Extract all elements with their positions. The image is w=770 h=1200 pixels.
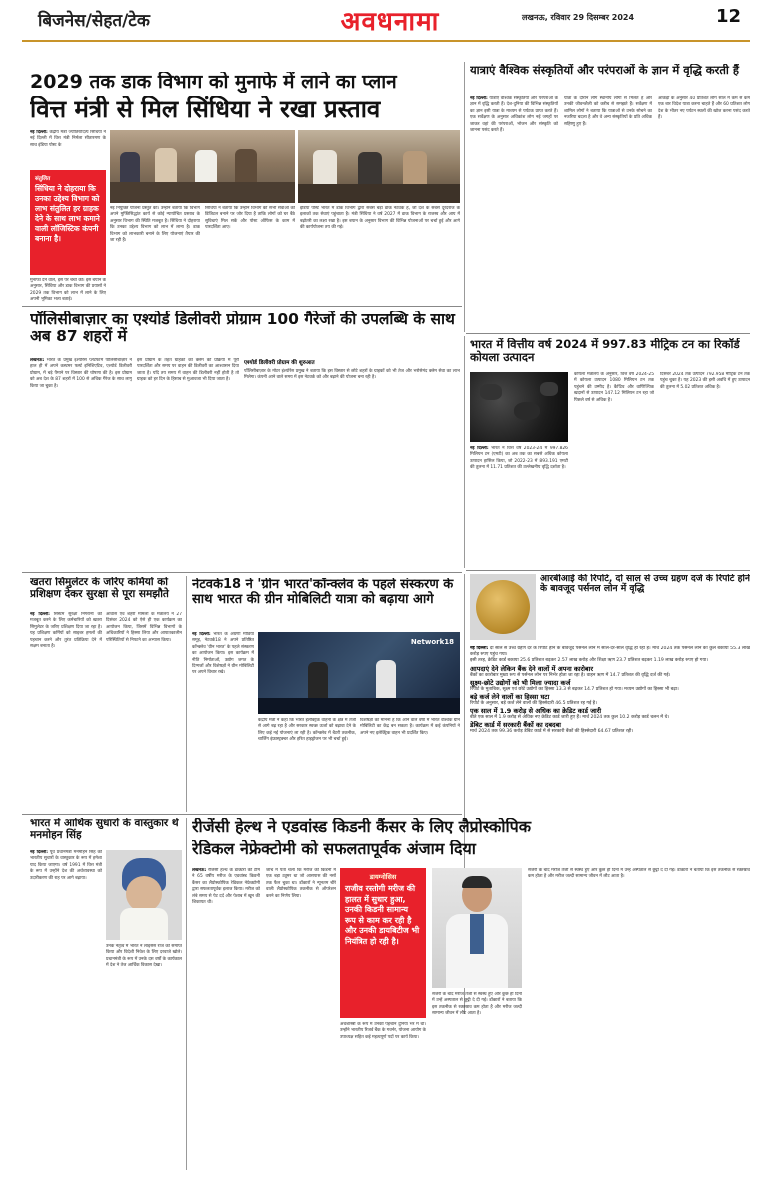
dateline: नई दिल्ली:	[470, 96, 488, 101]
post-col-4	[300, 206, 460, 304]
manmohan-col-2	[106, 944, 182, 1170]
body-text: जांच में पता चला कि मरीज की किडनी में एक बड़ा ट्यूमर था जो आसपास की नसों तक फैल चुका था। डॉक्टरों ने न्यूनतम चीरे वाली लैप्रोस्कोपिक तकनीक से ऑपरेशन करने का निर्णय लिया।	[266, 868, 336, 899]
policybazaar-headline: पॉलिसीबाज़ार का एश्योर्ड डिलीवरी प्रोग्राम 100 गैरेजों की उपलब्धि के साथ अब 87 शहरों में	[30, 311, 455, 346]
body-text: बीते एक साल में 1.9 करोड़ से अधिक नए क्रेडिट कार्ड जारी हुए हैं। मार्च 2024 तक कुल 10.2 करोड़ कार्ड चलन में थे।	[470, 715, 670, 721]
body-text: पॉलिसीबाज़ार के मोटर इंश्योरेंस प्रमुख ने बताया कि इस विस्तार से छोटे शहरों के ग्राहकों को भी तेज और भरोसेमंद क्लेम सेवा का लाभ मिलेगा। कंपनी आने वाले समय में इस नेटवर्क को और बढ़ाने की योजना बना रही है।	[244, 369, 460, 381]
post-col-2	[110, 206, 200, 304]
subhead: एश्योर्ड डिलीवरी प्रोग्राम की शुरुआत	[244, 360, 315, 366]
section-rule	[466, 333, 750, 334]
dateline: लखनऊ:	[192, 868, 207, 873]
post-photo	[110, 130, 295, 203]
dateline: लखनऊ:	[30, 358, 45, 363]
green-col-1	[192, 632, 254, 810]
logo-text: अवधनामा	[340, 7, 440, 37]
section-rule	[22, 306, 462, 307]
body-text: अर्थशास्त्री के रूप में उनकी पहचान दुनिया भर में थी। उन्होंने भारतीय रिजर्व बैंक के गवर्नर, योजना आयोग के उपाध्यक्ष सहित कई महत्वपूर्ण पदों पर कार्य किया।	[340, 1022, 426, 1040]
body-text: नई नियुक्ति योजना प्रस्तुत की। उन्होंने बताया कि विभाग अपने मुफ्तिसिद्धांत कार्य से कोई न्यायोचित प्रस्ताव के अनुसार विभाग की स्थिति मजबूत है। सिंधिया ने दोहराया कि उनका उद्देश्य विभाग को लाभ में लाना है। डाक विभाग को लाभकारी बनाने के लिए योजनाएं तैयार की जा रही हैं।	[110, 206, 200, 244]
box-quote-text: राजीव रस्तोगी मरीज की हालत में सुधार हुआ, उनकी किडनी सामान्य रूप से काम कर रही है और उनकी डायबिटीज भी नियंत्रित हो रही है।	[345, 884, 420, 946]
regency-col-2	[266, 868, 336, 1170]
column-rule	[464, 62, 465, 332]
body-text: सिंधिया ने बताया कि उन्होंने विभाग की सभी सेवाओं को डिजिटल बनाने पर जोर दिया है ताकि लोगों को घर बैठे सुविधाएं मिल सकें और पोस्ट ऑफिस के काम में पारदर्शिता आए।	[205, 206, 295, 231]
cyber-col-2	[106, 612, 182, 812]
body-text: दो साल से उच्च ग्रहण दर के रिपोर्ट होने के बावजूद पर्सनल लोन में साल-दर-साल वृद्धि हो रही है। मार्च 2024 तक पर्सनल लोन का कुल बकाया 55.3 लाख करोड़ रुपए पहुंच गया।	[470, 646, 750, 658]
body-text: भारत ने वित्त वर्ष 2023-24 में 997.826 मिलियन टन (एमटी) का अब तक का सबसे अधिक कोयला उत्पादन हासिल किया, जो 2022-23 में 893.191 एमटी की तुलना में 11.71 प्रतिशत की उल्लेखनीय वृद्धि दर्शाता है।	[470, 446, 568, 471]
body-text: रिपोर्ट के अनुसार, बड़े कर्ज लेने वालों की हिस्सेदारी 46.5 प्रतिशत रह गई है।	[470, 701, 597, 707]
green-photo	[258, 632, 460, 714]
regency-col-4	[432, 992, 522, 1170]
body-text: कोयला मंत्रालय के अनुसार, वित्त वर्ष 2024-25 में कोयला उत्पादन 1080 मिलियन टन तक पहुंचने की उम्मीद है। कैप्टिव और वाणिज्यिक खदानों से उत्पादन 147.12 मिलियन टन रहा जो पिछले वर्ष से अधिक है।	[574, 372, 654, 403]
subhead: बड़े कर्ज लेने वालों का हिस्सा घटा	[470, 693, 550, 702]
dateline: नई दिल्ली:	[192, 632, 211, 637]
rbi-coin-photo	[470, 574, 536, 640]
subhead: सूक्ष्म-छोटे उद्योगों को भी मिला ज्यादा कर्ज	[470, 678, 571, 687]
culture-col-1	[470, 96, 558, 328]
section-label	[38, 8, 208, 32]
post-pull-quote	[30, 170, 106, 275]
body-text: दिसंबर 2024 तक उत्पादन 792.958 मीट्रिक टन तक पहुंच चुका है। यह 2023 की इसी अवधि में हुए उत्पादन की तुलना में 5.02 प्रतिशत अधिक है।	[660, 372, 750, 390]
body-text: केंद्रीय मंत्री ने कहा कि भारत इलेक्ट्रिक वाहनों के क्षेत्र में तेजी से आगे बढ़ रहा है और सरकार स्वच्छ ऊर्जा को बढ़ावा देने के लिए कई नई योजनाएं ला रही है। कॉन्क्लेव में बैटरी तकनीक, चार्जिंग इंफ्रास्ट्रक्चर और हरित हाइड्रोजन पर भी चर्चा हुई।	[258, 718, 356, 743]
column-rule	[186, 576, 187, 812]
post-col-1b	[30, 278, 106, 304]
coal-col-1	[470, 446, 568, 566]
cyber-headline: खतरा सिमुलेटर के जरिए कर्मियों को प्रशिक्षण देकर सुरक्षा से पूरा समझौते	[30, 577, 169, 600]
policybazaar-col-3	[244, 358, 460, 568]
cyber-col-1	[30, 612, 102, 812]
coal-photo	[470, 372, 568, 442]
culture-headline: यात्राएं वैश्विक संस्कृतियों और परंपराओं के ज्ञान में वृद्धि करती हैं	[470, 64, 739, 77]
body-text: इस प्रोग्राम के तहत ग्राहकों को क्लेम की प्रक्रिया में पूरी पारदर्शिता और समय पर वाहन की डिलीवरी का आश्वासन दिया जाता है। यदि तय समय में वाहन की डिलीवरी नहीं होती है तो ग्राहक को हर दिन के हिसाब से मुआवजा भी दिया जाता है।	[137, 358, 239, 383]
body-text: रीजेंसी हेल्थ के डॉक्टरों की टीम ने 65 वर्षीय मरीज के एडवांस्ड किडनी कैंसर का लैप्रोस्कोपिक रेडिकल नेफ्रेक्टोमी द्वारा सफलतापूर्वक इलाज किया। मरीज को लंबे समय से पेट दर्द और पेशाब में खून की शिकायत थी।	[192, 868, 260, 906]
dateline: नई दिल्ली:	[30, 130, 48, 135]
photo-logo: Network18	[410, 638, 454, 646]
manmohan-col-1	[30, 850, 102, 1170]
column-rule	[464, 336, 465, 568]
coal-headline: भारत में वित्तीय वर्ष 2024 में 997.83 मीट्रिक टन का रिकॉर्ड कोयला उत्पादन	[470, 338, 740, 364]
body-text: सिस्टम सुरक्षा निगरानी को मजबूत करने के लिए कर्मचारियों को खतरा सिमुलेटर के जरिए प्रशिक्षण दिया जा रहा है। यह प्रशिक्षण कर्मियों को साइबर हमलों की पहचान करने और तुरंत प्रतिक्रिया देने में सक्षम बनाता है।	[30, 612, 102, 650]
body-text: यात्रा के दौरान लोग स्थानीय लोगों से मिलते हैं और उनकी जीवनशैली को करीब से समझते हैं। सर्वेक्षण में शामिल लोगों ने बताया कि यात्राओं से उनके सोचने का नजरिया बदला है और वे अन्य संस्कृतियों के प्रति अधिक सहिष्णु हुए हैं।	[564, 96, 652, 127]
rbi-headline: आरबीआई की रिपोर्ट, दो साल से उच्च ग्रहण दर्ज के रिपोर्ट होने के बावजूद पर्सनल लोन में वृद्धि	[540, 574, 750, 595]
box-title: डायग्नोसिस	[369, 873, 397, 881]
body-text: यात्राएं वैश्विक संस्कृतियों और परंपराओं के ज्ञान में वृद्धि करती हैं। देश-दुनिया की विभिन्न संस्कृतियों का ज्ञान इसी यात्रा के माध्यम से पर्यटक प्राप्त करते हैं। एक सर्वेक्षण के अनुसार अधिकांश लोग नई जगहों पर जाकर वहां की परंपराओं, भोजन और संस्कृति को जानना पसंद करते हैं।	[470, 96, 558, 134]
culture-col-3	[658, 96, 750, 328]
post-headline-1: 2029 तक डाक विभाग को मुनाफे में लाने का प्लान	[30, 72, 397, 93]
body-text: भारत के प्रमुख इंश्योरेंस प्लेटफॉर्म पॉलिसीबाज़ार ने हाल ही में अपने कस्टमर फर्स्ट इनिशिएटिव, एश्योर्ड डिलीवरी प्रोग्राम, में बड़े पैमाने पर विस्तार की घोषणा की है। इस प्रोग्राम को अब देश के 87 शहरों में 100 से अधिक गैरेज के साथ लागू किया जा चुका है।	[30, 358, 132, 389]
policybazaar-col-2	[137, 358, 239, 568]
body-text: मार्च 2024 तक 99.36 करोड़ डेबिट कार्ड में से सरकारी बैंकों की हिस्सेदारी 64.67 प्रतिशत रही।	[470, 729, 634, 735]
post-col-3	[205, 206, 295, 304]
body-text: विशेषज्ञों का मानना है कि आने वाले वर्षों में भारत वैश्विक ग्रीन मोबिलिटी का केंद्र बन सकता है। कार्यक्रम में कई कंपनियों ने अपने नए इलेक्ट्रिक वाहन भी प्रदर्शित किए।	[360, 718, 460, 736]
post-photo-2	[298, 130, 460, 203]
coal-col-3	[660, 372, 750, 566]
section-rule	[466, 570, 750, 571]
manmohan-headline: भारत में आर्थिक सुधारों के वास्तुकार थे मनमोहन सिंह	[30, 818, 179, 841]
body-text: बैंकों का कारोबार मुख्य रूप से पर्सनल लोन पर निर्भर होता जा रहा है। वाहन ऋण में 14.7 प्रतिशत की वृद्धि दर्ज की गई।	[470, 672, 671, 678]
dateline: नई दिल्ली:	[470, 646, 489, 651]
body-text: मुनाफा देने वाले, इस पर चर्चा की। इस बयान के अनुसार, सिंधिया और डाक विभाग की प्रयासों ने 2029 तक विभाग को लाभ में लाने के लिए अपनी भूमिका भला बताई।	[30, 278, 106, 303]
culture-col-2	[564, 96, 652, 328]
policybazaar-col-1	[30, 358, 132, 568]
green-col-3	[360, 718, 460, 810]
regency-headline-1: रीजेंसी हेल्थ ने एडवांस्ड किडनी कैंसर के लिए लैप्रोस्कोपिक	[192, 818, 531, 836]
regency-doctor-photo	[432, 868, 522, 988]
body-text: रिपोर्ट के मुताबिक, सूक्ष्म एवं छोटे उद्योगों का हिस्सा 13.3 से बढ़कर 14.7 प्रतिशत हो गया। मध्यम उद्योगों का हिस्सा भी बढ़ा।	[470, 686, 679, 692]
body-text: आंकड़ों के अनुसार 40 प्रतिशत लोग साल में कम से कम एक बार विदेश यात्रा करना चाहते हैं और 60 प्रतिशत लोग देश के भीतर नए पर्यटन स्थलों की खोज करना पसंद करते हैं।	[658, 96, 750, 121]
dateline: नई दिल्ली:	[30, 612, 50, 617]
masthead-rule	[22, 40, 750, 42]
green-col-2	[258, 718, 356, 810]
regency-headline-2: रेडिकल नेफ्रेक्टोमी को सफलतापूर्वक अंजाम दिया	[192, 840, 476, 858]
masthead-logo	[305, 2, 475, 38]
green-headline: नेटवर्क18 ने 'ग्रीन भारत'कॉन्क्लेव के पहले संस्करण के साथ भारत की ग्रीन मोबिलिटी यात्रा को बढ़ाया आगे	[192, 578, 454, 607]
post-col-1	[30, 130, 106, 167]
section-rule	[22, 814, 462, 815]
regency-quote-box	[340, 868, 426, 1018]
body-text: सर्जरी के बाद मरीज तेजी से स्वस्थ हुए और कुछ ही दिनों में उन्हें अस्पताल से छुट्टी दे दी गई। डॉक्टरों ने बताया कि इस तकनीक से रक्तस्राव कम होता है और मरीज जल्दी सामान्य जीवन में लौट आता है।	[528, 868, 750, 880]
body-text: आवास एवं शहरी मामलों के मंत्रालय ने 27 दिसंबर 2024 को ऐसे ही एक कार्यक्रम का आयोजन किया, जिसमें विभिन्न विभागों के अधिकारियों ने हिस्सा लिया और आपातकालीन परिस्थितियों से निपटने का अभ्यास किया।	[106, 612, 182, 643]
column-rule	[186, 818, 187, 1170]
page-number	[716, 6, 746, 27]
subhead: डेबिट कार्ड में सरकारी बैंकों का दबदबा	[470, 721, 561, 730]
body-text: भारत के अग्रणी मीडिया समूह, नेटवर्क18 ने अपने प्रतिष्ठित कॉन्क्लेव 'ग्रीन भारत' के पहले संस्करण का आयोजन किया। इस कार्यक्रम में नीति निर्माताओं, उद्योग जगत के दिग्गजों और विशेषज्ञों ने ग्रीन मोबिलिटी पर अपने विचार रखे।	[192, 632, 254, 676]
dateline: नई दिल्ली:	[470, 446, 489, 451]
section-rule	[22, 572, 462, 573]
pull-quote-text: सिंधिया ने दोहराया कि उनका उद्देश्य विभाग को लाभ संतुलित हर ग्राहक देने के साथ लाभ कमाने वाली लॉजिस्टिक कंपनी बनाना है।	[35, 184, 100, 243]
regency-col-5	[528, 868, 750, 1170]
body-text: इसी तरह, क्रेडिट कार्ड बकाया 25.6 प्रतिशत बढ़कर 2.57 लाख करोड़ और शिक्षा ऋण 23.7 प्रतिशत बढ़कर 1.19 लाख करोड़ रुपए हो गया।	[470, 658, 708, 664]
body-text: सर्जरी के बाद मरीज तेजी से स्वस्थ हुए और कुछ ही दिनों में उन्हें अस्पताल से छुट्टी दे दी गई। डॉक्टरों ने बताया कि इस तकनीक से रक्तस्राव कम होता है और मरीज जल्दी सामान्य जीवन में लौट आता है।	[432, 992, 522, 1017]
body-text: इंडिया पोस्ट भारत में डाक विभाग द्वारा सबसे बड़ा डाक नेटवर्क है, जो देश के सबसे दूरदराज के इलाकों तक सेवाएं पहुंचाता है। मंत्री सिंधिया ने वर्ष 2027 में डाक विभाग के राजस्व और आय में बढ़ोतरी का लक्ष्य रखा है। इस बयान के अनुसार विभाग की विभिन्न योजनाओं पर चर्चा हुई और आगे की कार्ययोजना तय की गई।	[300, 206, 460, 231]
pull-title: संतुलित	[35, 176, 51, 182]
body-text: उनके नेतृत्व में भारत ने लाइसेंस राज को समाप्त किया और विदेशी निवेश के लिए दरवाजे खोले। प्रधानमंत्री के रूप में उनके दस वर्षों के कार्यकाल में देश ने तेज आर्थिक विकास देखा।	[106, 944, 182, 969]
dateline: नई दिल्ली:	[30, 850, 48, 855]
section-name: बिजनेस/सेहत/टेक	[38, 11, 150, 31]
manmohan-photo	[106, 850, 182, 940]
place-date	[522, 12, 712, 23]
body-text: पूर्व प्रधानमंत्री मनमोहन सिंह को भारतीय सुधारों के वास्तुकार के रूप में हमेशा याद किया जाएगा। वर्ष 1991 में वित्त मंत्री के रूप में उन्होंने देश की अर्थव्यवस्था को उदारीकरण की राह पर आगे बढ़ाया।	[30, 850, 102, 881]
subhead: आपदाएं देने लेकिन बैंक देने वालों में अपना कारोबार	[470, 664, 593, 673]
post-headline-2: वित्त मंत्री से मिल सिंधिया ने रखा प्रस्ताव	[30, 96, 381, 123]
date-text: लखनऊ, रविवार 29 दिसम्बर 2024	[522, 13, 635, 22]
body-text: केंद्रीय मंत्री ज्योतिरादित्य सिंधिया ने नई दिल्ली में वित्त मंत्री निर्मला सीतारमण के साथ इंडिया पोस्ट के	[30, 130, 106, 148]
regency-col-3	[340, 1022, 426, 1170]
coal-col-2	[574, 372, 654, 566]
regency-col-1	[192, 868, 260, 1170]
page-number-text: 12	[716, 6, 742, 27]
subhead: एक साल में 1.9 करोड़ से अधिक का क्रेडिट कार्ड जारी	[470, 707, 602, 716]
